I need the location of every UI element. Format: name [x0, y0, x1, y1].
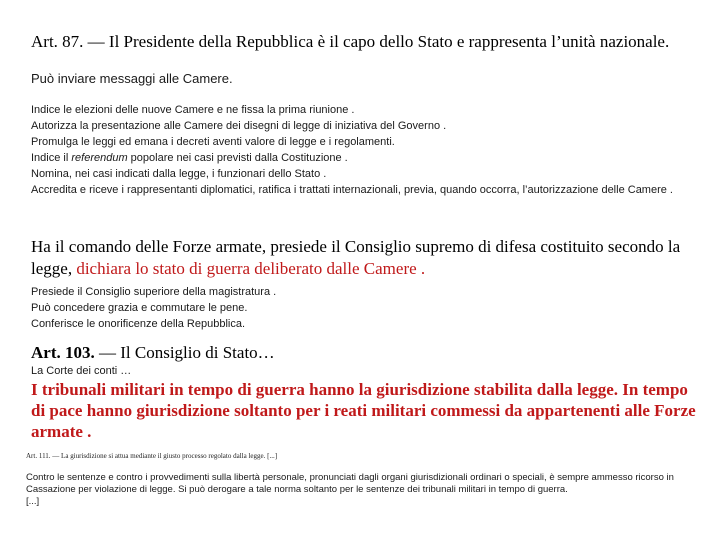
- art-103-number: Art. 103.: [31, 343, 95, 362]
- art-87-item-referendum: [31, 150, 720, 166]
- forze-armate-text: Ha il comando delle Forze armate, presiede il Consiglio supremo di difesa costituito secondo la legge,: [31, 237, 681, 278]
- art-111-paragraph: [26, 472, 716, 508]
- art-111-heading: Art. 111. — La giurisdizione si attua mediante il giusto processo regolato dalla legge. [...]: [26, 452, 278, 460]
- art-111-ellipsis: [...]: [26, 496, 40, 507]
- art-87-item: Autorizza la presentazione alle Camere dei disegni di legge di iniziativa del Governo .: [31, 120, 447, 132]
- referendum-prefix: Indice il: [31, 152, 72, 164]
- art-87-item: Presiede il Consiglio superiore della magistratura .: [31, 286, 277, 298]
- art-103-heading-text: — Il Consiglio di Stato…: [94, 343, 275, 362]
- art-87-item: Conferisce le onorificenze della Repubblica.: [31, 318, 246, 330]
- tribunali-militari-paragraph: I tribunali militari in tempo di guerra hanno la giurisdizione stabilita dalla legge. In tempo di pace hanno giurisdizione soltanto per i reati militari commessi da appartenenti alle Forze armate .: [31, 380, 696, 441]
- art-111-text: Contro le sentenze e contro i provvedimenti sulla libertà personale, pronunciati dagli organi giurisdizionali ordinari o speciali, è sempre ammesso ricorso in Cassazione per violazione di legge. Si può derogare a tale norma soltanto per le sentenze dei tribunali militari in tempo di guerra.: [26, 472, 674, 495]
- art-87-item: Nomina, nei casi indicati dalla legge, i funzionari dello Stato .: [31, 168, 327, 180]
- referendum-suffix: popolare nei casi previsti dalla Costituzione .: [127, 152, 348, 164]
- art-87-item: Può concedere grazia e commutare le pene.: [31, 302, 248, 314]
- forze-armate-paragraph: [31, 236, 701, 280]
- art-103-heading: [31, 342, 275, 364]
- art-87-list: [31, 102, 720, 198]
- art-87-list-2: [31, 284, 276, 332]
- stato-di-guerra-highlight: dichiara lo stato di guerra deliberato dalle Camere .: [76, 259, 426, 278]
- art-87-note: Può inviare messaggi alle Camere.: [31, 71, 233, 86]
- art-87-item: Indice le elezioni delle nuove Camere e ne fissa la prima riunione .: [31, 104, 355, 116]
- referendum-word: referendum: [71, 152, 128, 164]
- art-103-note: La Corte dei conti …: [31, 365, 132, 377]
- art-87-item: Accredita e riceve i rappresentanti diplomatici, ratifica i trattati internazionali, previa, quando occorra, l’autorizzazione delle Camere .: [31, 184, 673, 196]
- art-87-heading: Art. 87. — Il Presidente della Repubblica è il capo dello Stato e rappresenta l’unità nazionale.: [31, 32, 670, 51]
- art-87-item: Promulga le leggi ed emana i decreti aventi valore di legge e i regolamenti.: [31, 136, 395, 148]
